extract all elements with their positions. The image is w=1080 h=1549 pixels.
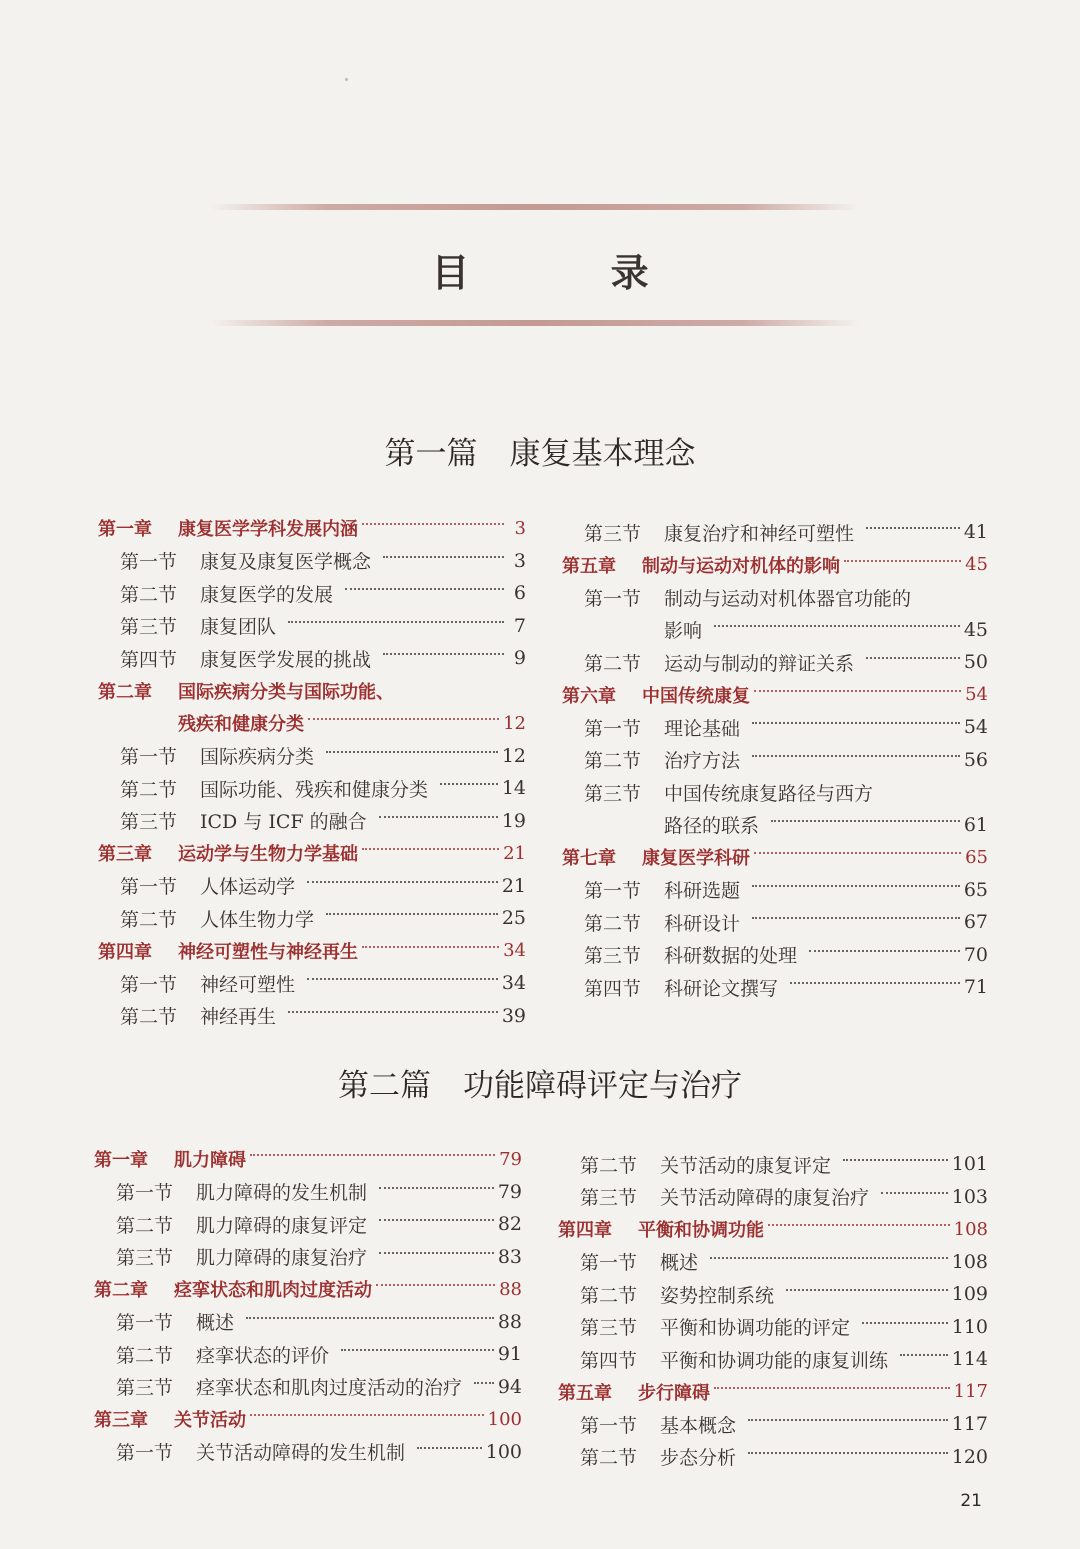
- entry-page-number: 39: [501, 1004, 526, 1027]
- entry-number: 第二节: [120, 908, 178, 931]
- dot-leader: [474, 1382, 494, 1384]
- entry-title: 路径的联系: [664, 815, 760, 838]
- toc-section-entry[interactable]: [94, 1371, 522, 1404]
- toc-section-entry[interactable]: [98, 642, 526, 675]
- entry-title: 中国传统康复路径与西方: [664, 782, 874, 805]
- entry-title: 肌力障碍: [174, 1150, 246, 1172]
- dot-leader: [376, 1284, 495, 1286]
- entry-title: 治疗方法: [664, 750, 741, 773]
- page-title: 目 录: [431, 251, 713, 295]
- dot-leader: [250, 1154, 495, 1156]
- entry-title: 科研选题: [664, 880, 741, 903]
- entry-page-number: 100: [487, 1408, 522, 1430]
- entry-title: 科研设计: [664, 912, 741, 935]
- toc-chapter-entry[interactable]: [98, 935, 526, 968]
- toc-section-entry[interactable]: [98, 610, 526, 643]
- dot-leader: [754, 690, 961, 692]
- entry-page-number: 91: [497, 1343, 522, 1366]
- entry-title: 关节活动障碍的康复治疗: [660, 1187, 870, 1210]
- dot-leader: [748, 1452, 948, 1454]
- entry-page-number: 65: [963, 878, 988, 901]
- entry-title: 关节活动: [174, 1410, 246, 1432]
- dot-leader: [790, 982, 960, 984]
- entry-number: 第四节: [584, 977, 642, 1000]
- entry-title: 概述: [660, 1252, 699, 1275]
- entry-number: 第二节: [116, 1344, 174, 1367]
- entry-number: 第四章: [558, 1220, 612, 1242]
- entry-number: 第一节: [120, 876, 178, 899]
- dot-leader: [752, 722, 960, 724]
- entry-page-number: 117: [953, 1381, 988, 1403]
- dot-leader: [786, 1289, 948, 1291]
- dot-leader: [288, 621, 504, 623]
- entry-title: 肌力障碍的康复治疗: [196, 1247, 368, 1270]
- dot-leader: [843, 1159, 948, 1161]
- toc-section-entry[interactable]: [98, 967, 526, 1000]
- dot-leader: [440, 783, 498, 785]
- entry-title: 平衡和协调功能的康复训练: [660, 1349, 889, 1372]
- dot-leader: [752, 917, 960, 919]
- dot-leader: [417, 1447, 482, 1449]
- entry-number: 第三节: [580, 1317, 638, 1340]
- toc-section-entry[interactable]: [98, 902, 526, 935]
- toc-section-entry[interactable]: [98, 870, 526, 903]
- dot-leader: [250, 1414, 484, 1416]
- part-1-right-column: [562, 516, 988, 1004]
- part-2-name: 功能障碍评定与治疗: [463, 1068, 742, 1104]
- toc-chapter-entry[interactable]: [98, 675, 526, 708]
- entry-title: 步态分析: [660, 1447, 737, 1470]
- entry-title: 关节活动的康复评定: [660, 1154, 832, 1177]
- entry-page-number: 7: [513, 614, 526, 637]
- toc-chapter-entry[interactable]: [98, 707, 526, 740]
- entry-page-number: 114: [951, 1348, 988, 1371]
- part-1-name: 康复基本理念: [509, 436, 696, 472]
- toc-section-entry[interactable]: [562, 744, 988, 777]
- dot-leader: [307, 978, 498, 980]
- entry-number: 第一节: [116, 1442, 174, 1465]
- toc-section-entry[interactable]: [98, 772, 526, 805]
- entry-number: 第三节: [120, 811, 178, 834]
- paper-speck: [345, 78, 348, 81]
- entry-title: 制动与运动对机体的影响: [642, 555, 840, 577]
- entry-title: 肌力障碍的康复评定: [196, 1214, 368, 1237]
- part-2-right-column: [558, 1148, 988, 1473]
- entry-number: 第一节: [584, 880, 642, 903]
- part-2-title: [0, 1060, 1080, 1105]
- entry-number: 第二节: [120, 778, 178, 801]
- entry-title: 概述: [196, 1312, 235, 1335]
- entry-title: 康复团队: [200, 616, 277, 639]
- entry-page-number: 34: [501, 972, 526, 995]
- dot-leader: [383, 653, 504, 655]
- entry-number: 第二章: [94, 1280, 148, 1302]
- toc-chapter-entry[interactable]: [558, 1213, 988, 1246]
- toc-chapter-entry[interactable]: [98, 512, 526, 545]
- entry-number: 第一节: [580, 1414, 638, 1437]
- dot-leader: [866, 657, 960, 659]
- entry-page-number: 21: [503, 842, 526, 864]
- entry-page-number: 45: [963, 618, 988, 641]
- toc-section-entry[interactable]: [98, 805, 526, 838]
- toc-chapter-entry[interactable]: [94, 1403, 522, 1436]
- toc-chapter-entry[interactable]: [562, 841, 988, 874]
- entry-title: 神经再生: [200, 1006, 277, 1029]
- entry-number: 第四节: [120, 648, 178, 671]
- entry-title: 痉挛状态和肌肉过度活动的治疗: [196, 1377, 463, 1400]
- toc-section-entry[interactable]: [98, 1000, 526, 1033]
- entry-number: 第三节: [584, 945, 642, 968]
- entry-number: 第三节: [580, 1187, 638, 1210]
- dot-leader: [362, 848, 499, 850]
- entry-number: 第一节: [120, 746, 178, 769]
- toc-section-entry[interactable]: [98, 577, 526, 610]
- entry-title: 人体生物力学: [200, 908, 315, 931]
- dot-leader: [710, 1257, 948, 1259]
- entry-page-number: 3: [513, 549, 526, 572]
- dot-leader: [383, 556, 504, 558]
- entry-number: 第二节: [580, 1284, 638, 1307]
- entry-title: 姿势控制系统: [660, 1284, 775, 1307]
- entry-number: 第二节: [584, 912, 642, 935]
- entry-page-number: 100: [485, 1440, 522, 1463]
- dot-leader: [246, 1317, 494, 1319]
- entry-number: 第五章: [562, 555, 616, 577]
- entry-title: 肌力障碍的发生机制: [196, 1182, 368, 1205]
- entry-title: ICD 与 ICF 的融合: [200, 811, 367, 834]
- toc-section-entry[interactable]: [94, 1306, 522, 1339]
- entry-number: 第三章: [98, 844, 152, 866]
- part-1-number: 第一篇: [384, 436, 478, 472]
- toc-section-entry[interactable]: [562, 711, 988, 744]
- dot-leader: [881, 1192, 948, 1194]
- entry-page-number: 61: [963, 813, 988, 836]
- dot-leader: [379, 1219, 494, 1221]
- dot-leader: [809, 950, 960, 952]
- entry-page-number: 110: [951, 1315, 988, 1338]
- dot-leader: [379, 1187, 494, 1189]
- entry-title: 康复治疗和神经可塑性: [664, 522, 855, 545]
- entry-number: 第三章: [94, 1410, 148, 1432]
- toc-section-entry[interactable]: [562, 809, 988, 842]
- entry-number: 第二节: [116, 1214, 174, 1237]
- toc-section-entry[interactable]: [98, 740, 526, 773]
- toc-section-entry[interactable]: [558, 1408, 988, 1441]
- entry-number: 第二章: [98, 681, 152, 703]
- entry-title: 康复及康复医学概念: [200, 551, 372, 574]
- entry-page-number: 54: [965, 684, 988, 706]
- entry-title: 康复医学科研: [642, 848, 750, 870]
- dot-leader: [748, 1419, 948, 1421]
- entry-page-number: 65: [965, 846, 988, 868]
- toc-section-entry[interactable]: [558, 1343, 988, 1376]
- entry-number: 第一节: [584, 717, 642, 740]
- toc-section-entry[interactable]: [562, 581, 988, 614]
- page-number: 21: [960, 1491, 982, 1511]
- entry-number: 第二节: [584, 750, 642, 773]
- dot-leader: [752, 755, 960, 757]
- dot-leader: [754, 852, 961, 854]
- dot-leader: [288, 1011, 498, 1013]
- entry-number: 第一节: [580, 1252, 638, 1275]
- toc-section-entry[interactable]: [562, 646, 988, 679]
- dot-leader: [379, 1252, 494, 1254]
- dot-leader: [714, 1387, 950, 1389]
- toc-section-entry[interactable]: [94, 1436, 522, 1469]
- dot-leader: [866, 527, 960, 529]
- part-1-title: [0, 428, 1080, 473]
- toc-section-entry[interactable]: [562, 614, 988, 647]
- dot-leader: [341, 1349, 494, 1351]
- toc-chapter-entry[interactable]: [558, 1376, 988, 1409]
- entry-title: 中国传统康复: [642, 685, 750, 707]
- entry-title: 平衡和协调功能的评定: [660, 1317, 851, 1340]
- toc-section-entry[interactable]: [98, 545, 526, 578]
- entry-title: 康复医学的发展: [200, 583, 334, 606]
- toc-chapter-entry[interactable]: [98, 837, 526, 870]
- entry-number: 第三节: [120, 616, 178, 639]
- dot-leader: [862, 1322, 948, 1324]
- entry-title: 残疾和健康分类: [178, 714, 304, 736]
- toc-section-entry[interactable]: [562, 776, 988, 809]
- entry-number: 第二节: [580, 1154, 638, 1177]
- toc-section-entry[interactable]: [562, 939, 988, 972]
- entry-page-number: 21: [501, 874, 526, 897]
- entry-number: 第一节: [116, 1182, 174, 1205]
- entry-number: 第一节: [584, 587, 642, 610]
- toc-section-entry[interactable]: [94, 1338, 522, 1371]
- entry-number: 第二节: [580, 1447, 638, 1470]
- entry-number: 第一章: [94, 1150, 148, 1172]
- entry-page-number: 79: [497, 1180, 522, 1203]
- dot-leader: [771, 820, 960, 822]
- entry-number: 第三节: [116, 1247, 174, 1270]
- entry-title: 神经可塑性: [200, 973, 296, 996]
- dot-leader: [714, 625, 960, 627]
- entry-page-number: 14: [501, 777, 526, 800]
- entry-title: 平衡和协调功能: [638, 1220, 764, 1242]
- entry-page-number: 9: [513, 647, 526, 670]
- entry-page-number: 88: [499, 1278, 522, 1300]
- entry-page-number: 50: [963, 651, 988, 674]
- entry-title: 制动与运动对机体器官功能的: [664, 587, 912, 610]
- entry-page-number: 82: [497, 1213, 522, 1236]
- entry-page-number: 25: [501, 907, 526, 930]
- entry-page-number: 34: [503, 940, 526, 962]
- toc-section-entry[interactable]: [94, 1241, 522, 1274]
- entry-number: 第六章: [562, 685, 616, 707]
- entry-page-number: 19: [501, 809, 526, 832]
- entry-page-number: 117: [951, 1413, 988, 1436]
- entry-page-number: 6: [513, 582, 526, 605]
- toc-section-entry[interactable]: [558, 1148, 988, 1181]
- entry-page-number: 108: [951, 1250, 988, 1273]
- entry-page-number: 67: [963, 911, 988, 934]
- entry-page-number: 3: [514, 517, 526, 539]
- toc-section-entry[interactable]: [558, 1441, 988, 1474]
- toc-section-entry[interactable]: [558, 1246, 988, 1279]
- toc-section-entry[interactable]: [558, 1311, 988, 1344]
- entry-number: 第一节: [120, 973, 178, 996]
- toc-section-entry[interactable]: [94, 1176, 522, 1209]
- entry-number: 第四节: [580, 1349, 638, 1372]
- entry-title: 运动与制动的辩证关系: [664, 652, 855, 675]
- entry-number: 第二节: [120, 1006, 178, 1029]
- entry-page-number: 83: [497, 1245, 522, 1268]
- entry-number: 第三节: [584, 782, 642, 805]
- entry-page-number: 41: [963, 521, 988, 544]
- entry-title: 步行障碍: [638, 1382, 710, 1404]
- entry-number: 第一章: [98, 519, 152, 541]
- toc-section-entry[interactable]: [562, 516, 988, 549]
- entry-title: 人体运动学: [200, 876, 296, 899]
- dot-leader: [844, 560, 961, 562]
- dot-leader: [326, 913, 498, 915]
- entry-number: 第二节: [584, 652, 642, 675]
- entry-page-number: 79: [499, 1148, 522, 1170]
- part-2-left-column: [94, 1143, 522, 1468]
- entry-title: 运动学与生物力学基础: [178, 844, 358, 866]
- entry-page-number: 70: [963, 943, 988, 966]
- toc-chapter-entry[interactable]: [562, 549, 988, 582]
- entry-page-number: 12: [503, 712, 526, 734]
- entry-page-number: 108: [953, 1218, 988, 1240]
- entry-page-number: 45: [965, 554, 988, 576]
- dot-leader: [345, 588, 504, 590]
- toc-chapter-entry[interactable]: [562, 679, 988, 712]
- dot-leader: [326, 751, 498, 753]
- dot-leader: [307, 881, 498, 883]
- entry-title: 国际疾病分类与国际功能、: [178, 681, 394, 703]
- part-2-number: 第二篇: [338, 1068, 431, 1104]
- entry-page-number: 71: [963, 976, 988, 999]
- entry-title: 痉挛状态和肌肉过度活动: [174, 1280, 372, 1302]
- entry-title: 康复医学发展的挑战: [200, 648, 372, 671]
- toc-section-entry[interactable]: [562, 971, 988, 1004]
- toc-chapter-entry[interactable]: [94, 1273, 522, 1306]
- entry-title: 神经可塑性与神经再生: [178, 941, 358, 963]
- toc-section-entry[interactable]: [562, 906, 988, 939]
- dot-leader: [768, 1224, 950, 1226]
- toc-section-entry[interactable]: [558, 1181, 988, 1214]
- entry-title: 科研数据的处理: [664, 945, 798, 968]
- entry-page-number: 94: [497, 1375, 522, 1398]
- dot-leader: [900, 1354, 948, 1356]
- entry-page-number: 109: [951, 1283, 988, 1306]
- dot-leader: [362, 523, 504, 525]
- entry-page-number: 12: [501, 744, 526, 767]
- dot-leader: [379, 816, 498, 818]
- entry-number: 第二节: [120, 583, 178, 606]
- toc-section-entry[interactable]: [562, 874, 988, 907]
- entry-number: 第四章: [98, 941, 152, 963]
- entry-number: 第七章: [562, 848, 616, 870]
- entry-title: 关节活动障碍的发生机制: [196, 1442, 406, 1465]
- entry-title: 康复医学学科发展内涵: [178, 519, 358, 541]
- part-1-left-column: [98, 512, 526, 1032]
- entry-page-number: 103: [951, 1185, 988, 1208]
- title-rule-bottom: [210, 320, 860, 326]
- entry-title: 科研论文撰写: [664, 977, 779, 1000]
- entry-number: 第一节: [120, 551, 178, 574]
- entry-title: 痉挛状态的评价: [196, 1344, 330, 1367]
- entry-number: 第一节: [116, 1312, 174, 1335]
- entry-page-number: 88: [497, 1310, 522, 1333]
- toc-chapter-entry[interactable]: [94, 1143, 522, 1176]
- entry-title: 国际功能、残疾和健康分类: [200, 778, 429, 801]
- entry-title: 理论基础: [664, 717, 741, 740]
- entry-page-number: 56: [963, 748, 988, 771]
- entry-page-number: 120: [951, 1445, 988, 1468]
- entry-number: 第三节: [116, 1377, 174, 1400]
- entry-title: 影响: [664, 620, 703, 643]
- entry-page-number: 101: [951, 1153, 988, 1176]
- title-rule-top: [210, 204, 860, 210]
- toc-section-entry[interactable]: [558, 1278, 988, 1311]
- dot-leader: [308, 718, 499, 720]
- entry-title: 基本概念: [660, 1414, 737, 1437]
- dot-leader: [362, 946, 499, 948]
- entry-number: 第五章: [558, 1382, 612, 1404]
- entry-page-number: 54: [963, 716, 988, 739]
- toc-section-entry[interactable]: [94, 1208, 522, 1241]
- entry-title: 国际疾病分类: [200, 746, 315, 769]
- dot-leader: [752, 885, 960, 887]
- entry-number: 第三节: [584, 522, 642, 545]
